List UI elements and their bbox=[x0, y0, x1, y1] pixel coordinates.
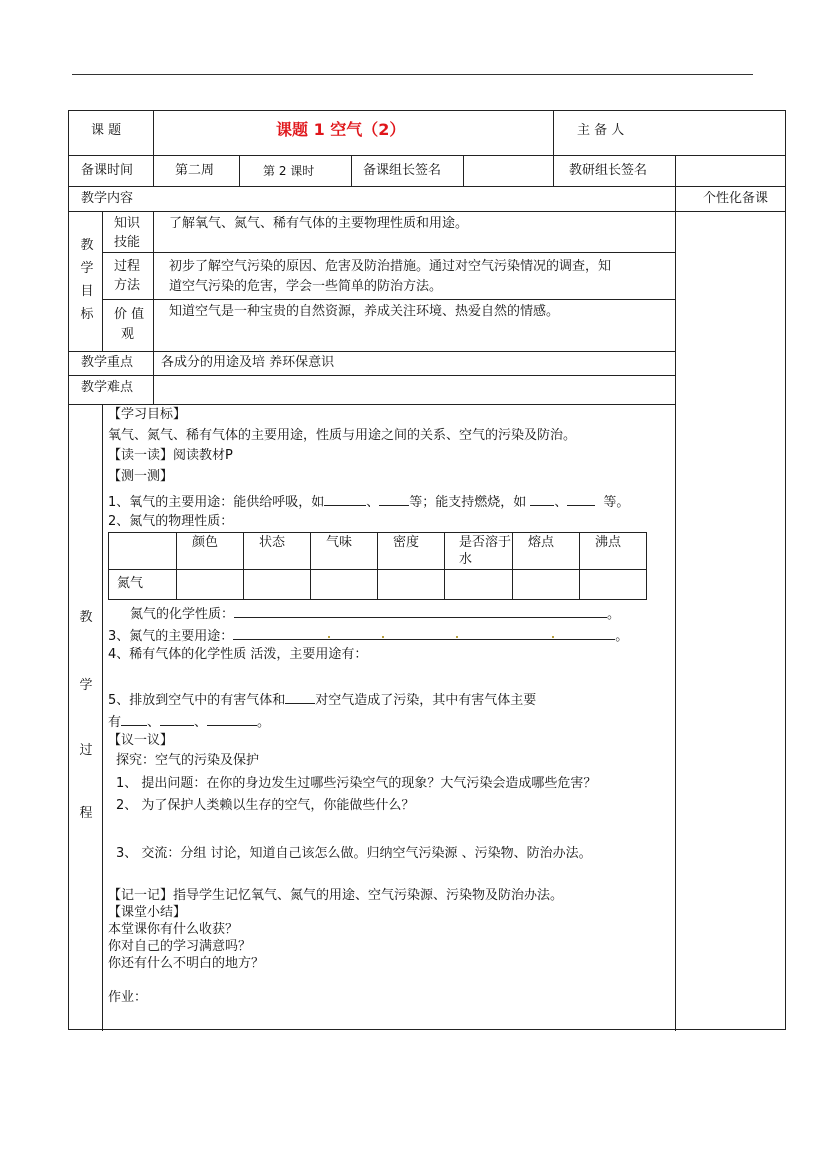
objectives-label-3: 目 bbox=[80, 284, 94, 299]
preparer-label: 主 备 人 bbox=[577, 123, 625, 138]
q5-sep: 、 bbox=[194, 715, 208, 730]
knowledge-label-1: 知识 bbox=[114, 216, 141, 231]
divider bbox=[69, 404, 675, 405]
divider bbox=[69, 211, 785, 212]
divider bbox=[69, 186, 785, 187]
values-text: 知道空气是一种宝贵的自然资源，养成关注环境、热爱自然的情感。 bbox=[169, 304, 560, 319]
divider bbox=[69, 155, 785, 156]
course-label: 课 题 bbox=[91, 123, 122, 138]
values-label-2: 观 bbox=[121, 327, 135, 342]
answer-blank[interactable] bbox=[160, 711, 194, 726]
knowledge-text: 了解氧气、氮气、稀有气体的主要物理性质和用途。 bbox=[169, 216, 469, 231]
table-header-cell: 状态 bbox=[244, 533, 311, 570]
nitrogen-properties-table bbox=[108, 532, 647, 600]
memo-text: 【记一记】指导学生记忆氧气、氮气的用途、空气污染源、污染物及防治办法。 bbox=[108, 888, 564, 903]
divider bbox=[153, 351, 154, 404]
divider bbox=[675, 186, 676, 1031]
answer-blank[interactable] bbox=[121, 711, 147, 726]
answer-blank[interactable] bbox=[379, 491, 409, 506]
question-4: 4、稀有气体的化学性质 活泼，主要用途有： bbox=[108, 647, 368, 662]
table-cell[interactable] bbox=[311, 570, 378, 600]
q1-text-c: 等；能支持燃烧，如 bbox=[409, 495, 527, 510]
period-value: 第 2 课时 bbox=[263, 164, 315, 178]
table-header-cell: 沸点 bbox=[580, 533, 647, 570]
question-5 bbox=[108, 689, 536, 710]
divider bbox=[553, 155, 554, 186]
question-5-line-2 bbox=[108, 711, 270, 732]
table-header-cell: 是否溶于水 bbox=[445, 533, 513, 570]
q1-text-a: 1、氧气的主要用途：能供给呼吸，如 bbox=[108, 495, 325, 510]
table-cell[interactable] bbox=[580, 570, 647, 600]
table-header-cell: 气味 bbox=[311, 533, 378, 570]
content-label: 教学内容 bbox=[81, 191, 134, 206]
process-label-4: 程 bbox=[79, 806, 93, 821]
divider bbox=[153, 155, 154, 186]
q2-chem-text: 氮气的化学性质： bbox=[130, 607, 235, 622]
answer-blank[interactable] bbox=[285, 689, 315, 704]
top-rule bbox=[72, 74, 753, 75]
answer-blank[interactable] bbox=[233, 625, 615, 640]
discussion-2: 2、 为了保护人类赖以生存的空气，你能做些什么？ bbox=[116, 798, 415, 813]
personal-prep-label: 个性化备课 bbox=[703, 191, 769, 206]
answer-blank[interactable] bbox=[234, 603, 607, 618]
week-value: 第二周 bbox=[175, 163, 215, 178]
explore-text: 探究：空气的污染及保护 bbox=[116, 753, 260, 768]
question-1 bbox=[108, 491, 629, 512]
objectives-label-4: 标 bbox=[80, 307, 94, 322]
process-label-2: 学 bbox=[79, 678, 93, 693]
research-leader-sign-label: 教研组长签名 bbox=[569, 163, 648, 178]
summary-question-3: 你还有什么不明白的地方？ bbox=[108, 956, 265, 971]
goal-text: 氧气、氮气、稀有气体的主要用途，性质与用途之间的关系、空气的污染及防治。 bbox=[108, 428, 577, 443]
q5-end: 。 bbox=[257, 715, 271, 730]
summary-question-1: 本堂课你有什么收获？ bbox=[108, 922, 239, 937]
read-heading: 【读一读】阅读教材P bbox=[108, 448, 233, 463]
process-label-3: 过 bbox=[79, 743, 93, 758]
objectives-label-1: 教 bbox=[80, 238, 94, 253]
divider bbox=[153, 111, 154, 155]
divider bbox=[102, 211, 103, 351]
table-cell[interactable] bbox=[513, 570, 580, 600]
table-cell[interactable] bbox=[445, 570, 513, 600]
divider bbox=[351, 155, 352, 186]
table-header-cell bbox=[109, 533, 177, 570]
answer-blank[interactable] bbox=[207, 711, 257, 726]
key-points-text: 各成分的用途及培 养环保意识 bbox=[161, 355, 335, 370]
process-label-1: 教 bbox=[79, 610, 93, 625]
q2-end: 。 bbox=[607, 607, 621, 622]
summary-question-2: 你对自己的学习满意吗？ bbox=[108, 939, 252, 954]
process-text-1: 初步了解空气污染的原因、危害及防治措施。通过对空气污染情况的调查，知 bbox=[169, 259, 612, 274]
q3-end: 。 bbox=[615, 629, 629, 644]
discuss-heading: 【议一议】 bbox=[108, 733, 174, 748]
nitrogen-chemical bbox=[130, 603, 620, 624]
difficulties-label: 教学难点 bbox=[81, 380, 134, 395]
q1-sep: 、 bbox=[366, 495, 380, 510]
table-cell[interactable] bbox=[177, 570, 244, 600]
divider bbox=[153, 211, 154, 351]
discussion-3: 3、 交流：分组 讨论，知道自己该怎么做。归纳空气污染源 、污染物、防治办法。 bbox=[116, 846, 592, 861]
q5-sep: 、 bbox=[147, 715, 161, 730]
question-2: 2、氮气的物理性质： bbox=[108, 514, 234, 529]
values-label-1: 价 值 bbox=[114, 307, 145, 322]
test-heading: 【测一测】 bbox=[108, 469, 174, 484]
table-header-cell: 密度 bbox=[378, 533, 445, 570]
divider bbox=[553, 111, 554, 155]
process-text-2: 道空气污染的危害，学会一些简单的防治方法。 bbox=[169, 279, 443, 294]
q3-text: 3、氮气的主要用途： bbox=[108, 629, 234, 644]
divider bbox=[463, 155, 464, 186]
answer-blank[interactable] bbox=[530, 491, 554, 506]
answer-blank[interactable] bbox=[567, 491, 595, 506]
knowledge-label-2: 技能 bbox=[114, 235, 141, 250]
table-header-cell: 熔点 bbox=[513, 533, 580, 570]
process-label-1: 过程 bbox=[114, 259, 141, 274]
table-header-cell: 颜色 bbox=[177, 533, 244, 570]
divider bbox=[69, 351, 675, 352]
lesson-title: 课题 1 空气（2） bbox=[276, 120, 406, 139]
divider bbox=[69, 375, 675, 376]
discussion-1: 1、 提出问题：在你的身边发生过哪些污染空气的现象？大气污染会造成哪些危害？ bbox=[116, 776, 597, 791]
divider bbox=[102, 404, 103, 1031]
table-row-label: 氮气 bbox=[109, 570, 177, 600]
key-points-label: 教学重点 bbox=[81, 355, 134, 370]
summary-heading: 【课堂小结】 bbox=[108, 905, 187, 920]
homework-label: 作业： bbox=[108, 990, 148, 1005]
question-3 bbox=[108, 625, 628, 646]
q1-sep: 、 bbox=[554, 495, 568, 510]
goal-heading: 【学习目标】 bbox=[108, 407, 187, 422]
divider bbox=[239, 155, 240, 186]
table-cell[interactable] bbox=[244, 570, 311, 600]
q5-text-a: 5、排放到空气中的有害气体和 bbox=[108, 693, 286, 708]
divider bbox=[675, 155, 676, 186]
prep-time-label: 备课时间 bbox=[81, 163, 134, 178]
divider bbox=[102, 299, 675, 300]
objectives-label-2: 学 bbox=[80, 261, 94, 276]
group-leader-sign-label: 备课组长签名 bbox=[363, 163, 442, 178]
table-cell[interactable] bbox=[378, 570, 445, 600]
process-label-2: 方法 bbox=[114, 278, 141, 293]
q5-text-b: 对空气造成了污染，其中有害气体主要 bbox=[315, 693, 537, 708]
divider bbox=[102, 252, 675, 253]
q1-text-e: 等。 bbox=[603, 495, 630, 510]
answer-blank[interactable] bbox=[324, 491, 366, 506]
q5-text-c: 有 bbox=[108, 715, 122, 730]
